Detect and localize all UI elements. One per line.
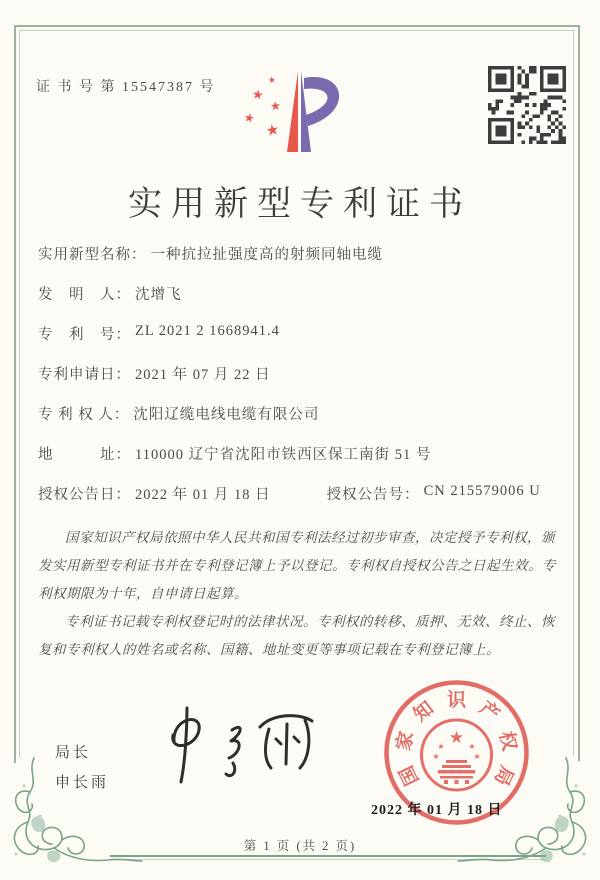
field-row [38,283,570,323]
certificate-number: 证 书 号 第 15547387 号 [36,80,216,95]
page-number: 第 1 页 (共 2 页) [243,839,357,853]
logo-star-icon: ★ [266,74,277,86]
signature-handwriting [152,700,327,805]
signer-title: 局长 [55,745,92,761]
body-paragraph: 专利证书记载专利权登记时的法律状况。专利权的转移、质押、无效、终止、恢复和专利权人的姓名或名称、国籍、地址变更等事项记载在专利登记簿上。 [38,614,555,657]
logo-star-icon: ★ [242,110,257,126]
cnipa-logo [240,58,365,163]
field-value: 2022 年 01 月 18 日 [135,487,271,503]
field-label: 专利申请日： [38,367,131,383]
field-pair-secondary [327,483,541,504]
field-label: 授权公告日： [38,487,131,503]
national-emblem [422,720,492,790]
field-value: ZL 2021 2 1668941.4 [135,323,280,339]
logo-star-icon: ★ [251,86,265,103]
border-top [14,25,580,27]
field-value: 沈增飞 [135,287,182,303]
svg-text:权: 权 [494,729,520,753]
svg-text:知: 知 [410,697,438,727]
svg-text:局: 局 [489,762,517,789]
certificate-fields [38,243,570,523]
svg-text:国: 国 [396,762,424,789]
svg-text:★: ★ [468,742,476,751]
field-label: 发 明 人： [38,287,131,303]
field-row [38,403,570,443]
border-right [578,25,580,761]
field-value: 110000 辽宁省沈阳市铁西区保工南街 51 号 [135,447,432,463]
svg-text:★: ★ [473,752,481,761]
body-paragraph: 国家知识产权局依照中华人民共和国专利法经过初步审查，决定授予专利权，颁发实用新型专利证书并在专利登记簿上予以登记。专利权自授权公告之日起生效。专利权期限为十年，自申请日起算。 [38,530,556,601]
qr-code [488,66,566,144]
field-row [38,323,570,363]
svg-text:家: 家 [393,729,419,753]
field-value: CN 215579006 U [423,483,541,499]
svg-text:★: ★ [437,742,445,751]
certificate-title: 实用新型专利证书 [128,186,472,223]
cnipa-logo-graphic [240,58,365,163]
field-row [38,483,570,523]
field-label: 专 利 号： [38,327,131,343]
field-label: 专 利 权 人： [38,407,130,423]
logo-star-icon: ★ [269,98,282,114]
svg-text:★: ★ [448,728,465,747]
seal-date: 2022 年 01 月 18 日 [371,803,503,818]
field-value: 一种抗拉扯强度高的射频同轴电缆 [150,247,383,263]
logo-star-icon: ★ [264,121,281,141]
field-label: 授权公告号： [326,487,420,503]
border-left [14,25,16,763]
certificate-body [38,524,564,664]
border-top-inner [19,30,575,31]
field-value: 2021 年 07 月 22 日 [135,367,271,383]
field-row [38,363,570,403]
field-row [38,243,570,283]
signer-name: 申长雨 [55,775,110,791]
border-left-inner [19,30,20,758]
svg-text:产: 产 [475,697,503,727]
svg-text:★: ★ [432,752,440,761]
signer-block [55,738,109,798]
svg-text:识: 识 [446,690,467,711]
field-value: 沈阳辽缆电线电缆有限公司 [133,407,320,423]
field-label: 地 址： [38,447,131,463]
field-row [38,443,570,483]
field-label: 实用新型名称： [38,247,147,263]
border-right-inner [573,30,574,756]
